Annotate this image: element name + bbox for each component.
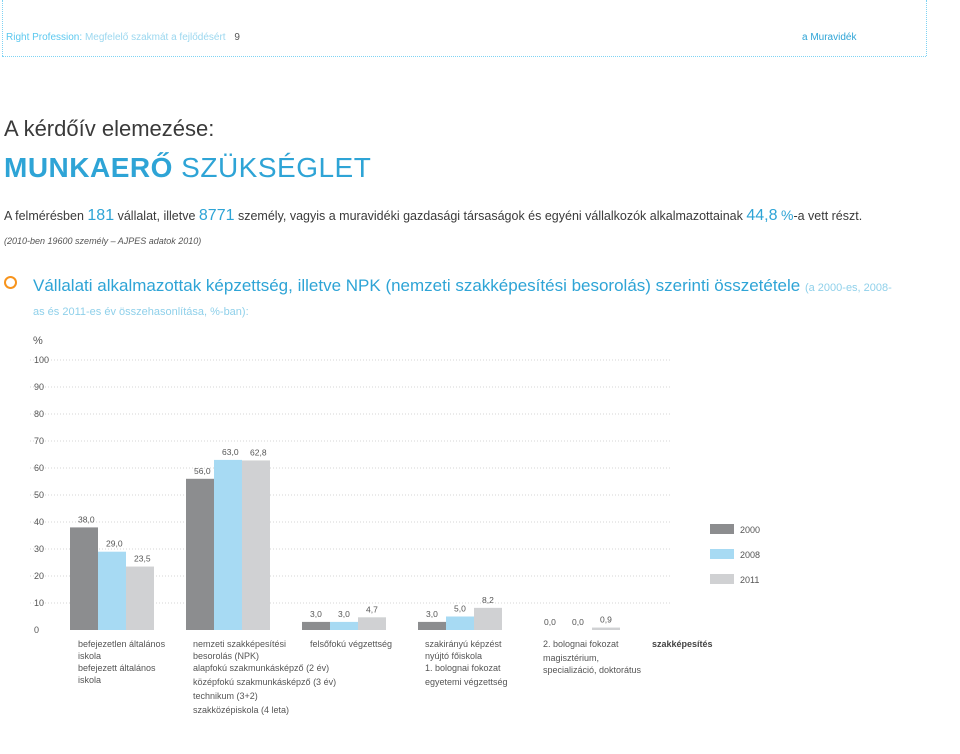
data-label: 29,0 [106, 538, 123, 549]
legend-swatch-2011 [710, 574, 734, 584]
percent-sign: % [780, 207, 794, 223]
header-prefix: Right Profession: [6, 32, 83, 43]
category-label-2d: technikum (3+2) [193, 691, 258, 701]
participation-rate: 44,8 [746, 207, 778, 224]
category-label-4b: 1. bolognai fokozat [425, 663, 501, 673]
bar-2011-3 [358, 617, 386, 630]
person-count: 8771 [198, 207, 235, 224]
bar-2000-2 [186, 479, 214, 630]
subtitle-bold: MUNKAERŐ [4, 152, 173, 183]
data-label: 4,7 [366, 604, 378, 615]
data-label: 62,8 [250, 447, 267, 458]
data-label: 56,0 [194, 465, 211, 476]
y-tick-label: 50 [34, 490, 45, 500]
data-label: 0,0 [544, 617, 556, 627]
company-count: 181 [87, 207, 115, 224]
data-label: 3,0 [426, 608, 438, 619]
category-label-5a: 2. bolognai fokozat [543, 639, 619, 649]
data-label: 0,9 [600, 614, 612, 625]
bar-2000-4 [418, 622, 446, 630]
data-label: 38,0 [78, 514, 95, 525]
category-label-5b: magisztérium, specializáció, doktorátus [543, 653, 642, 675]
legend-swatch-2008 [710, 549, 734, 559]
data-label: 3,0 [338, 608, 350, 619]
category-label-1a: befejezetlen általános iskola [78, 639, 166, 661]
data-label: 63,0 [222, 446, 239, 457]
category-label-2c: középfokú szakmunkásképző (3 év) [193, 677, 337, 687]
chart-heading-main: Vállalati alkalmazottak képzettség, illetve NPK (nemzeti szakképesítési besorolás) szerinti összetétele [33, 276, 801, 295]
legend-label: 2008 [740, 550, 761, 560]
category-label-2e: szakközépiskola (4 leta) [193, 705, 290, 715]
data-label: 23,5 [134, 553, 151, 564]
y-tick-label: 60 [34, 463, 45, 473]
y-tick-label: 90 [34, 382, 45, 392]
page-number: 9 [234, 32, 240, 43]
category-label-1b: befejezett általános iskola [78, 663, 156, 685]
intro-text-2: vállalat, illetve [117, 209, 196, 223]
bar-2008-2 [214, 460, 242, 630]
chart-heading-sub: (a 2000-es, 2008-as és 2011-es év összehasonlítása, %-ban): [33, 282, 892, 318]
data-label: 5,0 [454, 603, 466, 614]
data-label: 8,2 [482, 594, 494, 605]
legend-label: 2000 [740, 525, 761, 535]
page-title: A kérdőív elemezése: [4, 116, 215, 141]
bar-2000-1 [70, 527, 98, 630]
y-tick-label: 20 [34, 571, 45, 581]
legend-label: 2011 [740, 575, 760, 585]
y-tick-label: 80 [34, 409, 45, 419]
intro-text-4: -a vett részt. [793, 209, 863, 223]
bar-2011-4 [474, 608, 502, 630]
y-tick-label: 70 [34, 436, 45, 446]
category-label-2a: nemzeti szakképesítési besorolás (NPK) [193, 639, 287, 661]
bar-2008-4 [446, 617, 474, 631]
category-label-6: szakképesítés [652, 639, 713, 649]
bar-2008-1 [98, 552, 126, 630]
y-axis-label: % [33, 335, 43, 347]
bar-2011-5 [592, 628, 620, 630]
y-tick-label: 30 [34, 544, 45, 554]
y-tick-label: 40 [34, 517, 45, 527]
bar-2011-2 [242, 460, 270, 630]
category-label-3: felsőfokú végzettség [310, 639, 393, 649]
y-tick-label: 0 [34, 625, 40, 635]
legend-swatch-2000 [710, 524, 734, 534]
category-label-2b: alapfokú szakmunkásképző (2 év) [193, 663, 330, 673]
data-label: 0,0 [572, 617, 584, 627]
bar-2011-1 [126, 567, 154, 630]
subtitle-rest: SZÜKSÉGLET [181, 152, 372, 183]
category-label-4a: szakirányú képzést nyújtó főiskola [425, 639, 502, 661]
header-region: a Muravidék [802, 32, 857, 43]
data-label: 3,0 [310, 608, 322, 619]
y-tick-label: 100 [34, 355, 50, 365]
category-label-4c: egyetemi végzettség [425, 677, 508, 687]
intro-text-3: személy, vagyis a muravidéki gazdasági társaságok és egyéni vállalkozók alkalmazottainak [237, 209, 743, 223]
y-tick-label: 10 [34, 598, 45, 608]
source-note: (2010-ben 19600 személy – AJPES adatok 2010) [4, 236, 202, 246]
header-subtitle: Megfelelő szakmát a fejlődésért [84, 32, 226, 43]
intro-text-1: A felmérésben [4, 209, 84, 223]
bar-2008-3 [330, 622, 358, 630]
bar-2000-3 [302, 622, 330, 630]
